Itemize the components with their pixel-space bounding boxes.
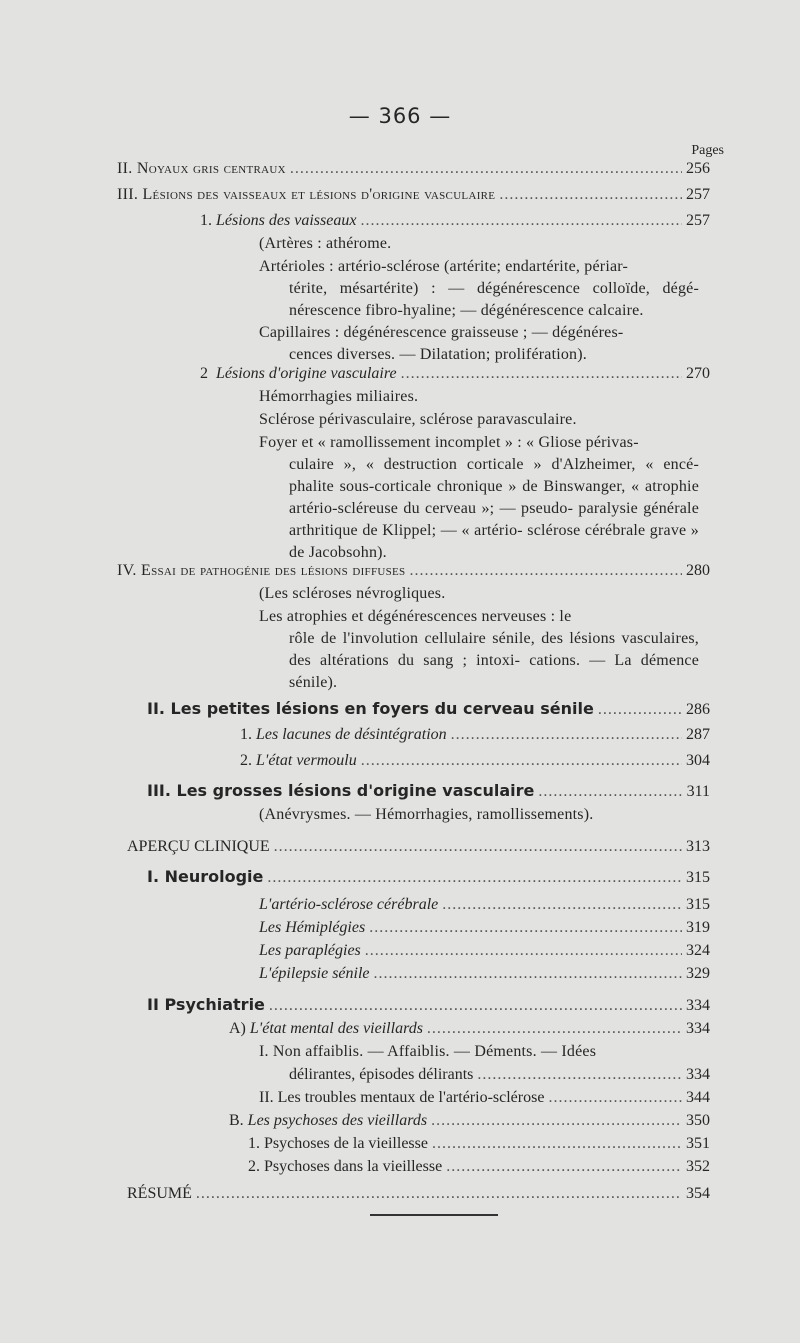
dot-leader — [446, 1156, 682, 1178]
toc-entry-apercu-clinique — [127, 836, 710, 858]
toc-page: 351 — [686, 1135, 710, 1152]
toc-entry-psychiatrie — [147, 994, 710, 1017]
toc-entry-lacunes — [240, 724, 710, 746]
toc-page: 315 — [686, 869, 710, 886]
toc-label: Lésions d'origine vasculaire — [216, 365, 397, 382]
toc-num: A) — [229, 1020, 246, 1037]
toc-entry-noyaux — [117, 158, 710, 180]
toc-label: Les psychoses des vieillards — [247, 1112, 428, 1129]
toc-label: 2. Psychoses dans la vieillesse — [248, 1158, 443, 1175]
toc-note-sclerose: Sclérose périvasculaire, sclérose paravasculaire. — [259, 411, 577, 428]
toc-label: III. Lésions des vaisseaux et lésions d'origine vasculaire — [117, 186, 496, 203]
toc-page: 350 — [686, 1112, 710, 1129]
toc-label: L'état mental des vieillards — [249, 1020, 423, 1037]
toc-page: 329 — [686, 965, 710, 982]
toc-entry-psychoses-dans — [248, 1156, 710, 1178]
toc-page: 319 — [686, 919, 710, 936]
toc-label: Les paraplégies — [259, 942, 361, 959]
note-first-line: Artérioles : artério-sclérose (artérite; endartérite, périar- — [259, 258, 629, 275]
toc-entry-non-affaiblis-cont — [289, 1064, 710, 1086]
dot-leader — [361, 750, 682, 772]
toc-num: 2 — [200, 365, 208, 382]
dot-leader — [477, 1064, 682, 1086]
dot-leader — [401, 363, 682, 385]
note-first-line: Les atrophies et dégénérescences nerveuses : le — [259, 608, 572, 625]
toc-label: Les lacunes de désintégration — [256, 726, 447, 743]
toc-entry-neurologie — [147, 866, 710, 889]
note-continuation: cences diverses. — Dilatation; prolifération). — [289, 346, 587, 363]
note-continuation: culaire », « destruction corticale » d'Alzheimer, « encé- phalite sous-corticale chronique » de Binswanger, « atrophie artério-scléreuse du cerveau »; — pseudo- paralysie générale arthritique de Klippel; — « artério- sclérose cérébrale grave » de Jacobsohn). — [289, 456, 699, 561]
toc-entry-psychoses-vieillesse — [248, 1133, 710, 1155]
dot-leader — [369, 917, 682, 939]
dot-leader — [432, 1133, 682, 1155]
dot-leader — [451, 724, 682, 746]
toc-page: 270 — [686, 365, 710, 382]
toc-num: 2. — [240, 752, 252, 769]
toc-label: IV. Essai de pathogénie des lésions diffuses — [117, 562, 406, 579]
note-first-line: Foyer et « ramollissement incomplet » : « Gliose périvas- — [259, 434, 639, 451]
dot-leader — [409, 560, 682, 582]
toc-page: 352 — [686, 1158, 710, 1175]
toc-page: 334 — [686, 997, 710, 1014]
toc-entry-grosses-lesions — [147, 780, 710, 803]
toc-label: L'état vermoulu — [256, 752, 357, 769]
toc-label: II. Les petites lésions en foyers du cerveau sénile — [147, 699, 594, 718]
toc-page: 280 — [686, 562, 710, 579]
toc-entry-resume — [127, 1183, 710, 1205]
toc-entry-lesions-des-vaisseaux — [200, 210, 710, 232]
toc-label: RÉSUMÉ — [127, 1185, 192, 1202]
toc-note-capillaires — [259, 322, 699, 366]
toc-entry-essai — [117, 560, 710, 582]
toc-note-non-affaiblis: I. Non affaiblis. — Affaiblis. — Déments. — Idées — [259, 1043, 597, 1060]
note-first-line: Capillaires : dégénérescence graisseuse ; — dégénéres- — [259, 324, 624, 341]
toc-label: II. Noyaux gris centraux — [117, 160, 286, 177]
toc-entry-etat-vermoulu — [240, 750, 710, 772]
toc-page: 315 — [686, 896, 710, 913]
toc-num: 1. — [200, 212, 212, 229]
toc-label: II Psychiatrie — [147, 995, 265, 1014]
dot-leader — [427, 1018, 682, 1040]
toc-page: 354 — [686, 1185, 710, 1202]
toc-page: 311 — [686, 783, 710, 800]
toc-page: 324 — [686, 942, 710, 959]
dot-leader — [269, 995, 682, 1017]
toc-page: 257 — [686, 186, 710, 203]
toc-num: B. — [229, 1112, 244, 1129]
toc-label: Lésions des vaisseaux — [216, 212, 357, 229]
toc-entry-lesions-vaisseaux — [117, 184, 710, 206]
toc-page: 256 — [686, 160, 710, 177]
toc-num: 1. — [240, 726, 252, 743]
toc-entry-etat-mental — [229, 1018, 710, 1040]
toc-entry-troubles — [259, 1087, 710, 1109]
toc-entry-psychoses — [229, 1110, 710, 1132]
toc-label: II. Les troubles mentaux de l'artério-sclérose — [259, 1089, 545, 1106]
toc-page: 257 — [686, 212, 710, 229]
toc-label: délirantes, épisodes délirants — [289, 1066, 474, 1083]
toc-label: L'artério-sclérose cérébrale — [259, 896, 439, 913]
toc-label: III. Les grosses lésions d'origine vasculaire — [147, 781, 535, 800]
toc-page: 287 — [686, 726, 710, 743]
dot-leader — [431, 1110, 682, 1132]
page-number: — 366 — — [348, 104, 452, 128]
dot-leader — [274, 836, 682, 858]
toc-label: Les Hémiplégies — [259, 919, 366, 936]
dot-leader — [499, 184, 682, 206]
pages-column-header: Pages — [691, 143, 724, 158]
dot-leader — [365, 940, 682, 962]
end-rule — [370, 1214, 498, 1216]
dot-leader — [360, 210, 682, 232]
toc-entry-arterio-sclerose — [259, 894, 710, 916]
toc-label: L'épilepsie sénile — [259, 965, 370, 982]
toc-label: APERÇU CLINIQUE — [127, 838, 270, 855]
toc-entry-epilepsie — [259, 963, 710, 985]
dot-leader — [196, 1183, 682, 1205]
toc-page: 313 — [686, 838, 710, 855]
toc-label: 1. Psychoses de la vieillesse — [248, 1135, 428, 1152]
dot-leader — [374, 963, 682, 985]
note-continuation: térite, mésartérite) : — dégénérescence colloïde, dégé- nérescence fibro-hyaline; — dégénérescence calcaire. — [289, 280, 699, 319]
toc-note-anevrysmes: (Anévrysmes. — Hémorrhagies, ramollissements). — [259, 806, 594, 823]
dot-leader — [538, 781, 682, 803]
toc-page: 344 — [686, 1089, 710, 1106]
dot-leader — [442, 894, 682, 916]
dot-leader — [290, 158, 682, 180]
toc-note-hemorragies: Hémorrhagies miliaires. — [259, 388, 419, 405]
toc-note-arterioles — [259, 256, 699, 322]
toc-entry-paraplegies — [259, 940, 710, 962]
toc-entry-hemiplegies — [259, 917, 710, 939]
toc-label: I. Neurologie — [147, 867, 264, 886]
dot-leader — [598, 699, 682, 721]
dot-leader — [548, 1087, 682, 1109]
note-continuation: rôle de l'involution cellulaire sénile, des lésions vasculaires, des altérations du sang ; intoxi- cations. — La démence sénile). — [289, 630, 699, 691]
toc-entry-petites-lesions — [147, 698, 710, 721]
toc-note-scleroses: (Les scléroses névrogliques. — [259, 585, 446, 602]
toc-page: 286 — [686, 701, 710, 718]
dot-leader — [267, 867, 682, 889]
toc-note-atrophies — [259, 606, 699, 694]
toc-page: 334 — [686, 1020, 710, 1037]
toc-page: 334 — [686, 1066, 710, 1083]
toc-page: 304 — [686, 752, 710, 769]
toc-entry-origine-vasculaire — [200, 363, 710, 385]
toc-note-foyer — [259, 432, 699, 564]
toc-note-arteres: (Artères : athérome. — [259, 235, 392, 252]
